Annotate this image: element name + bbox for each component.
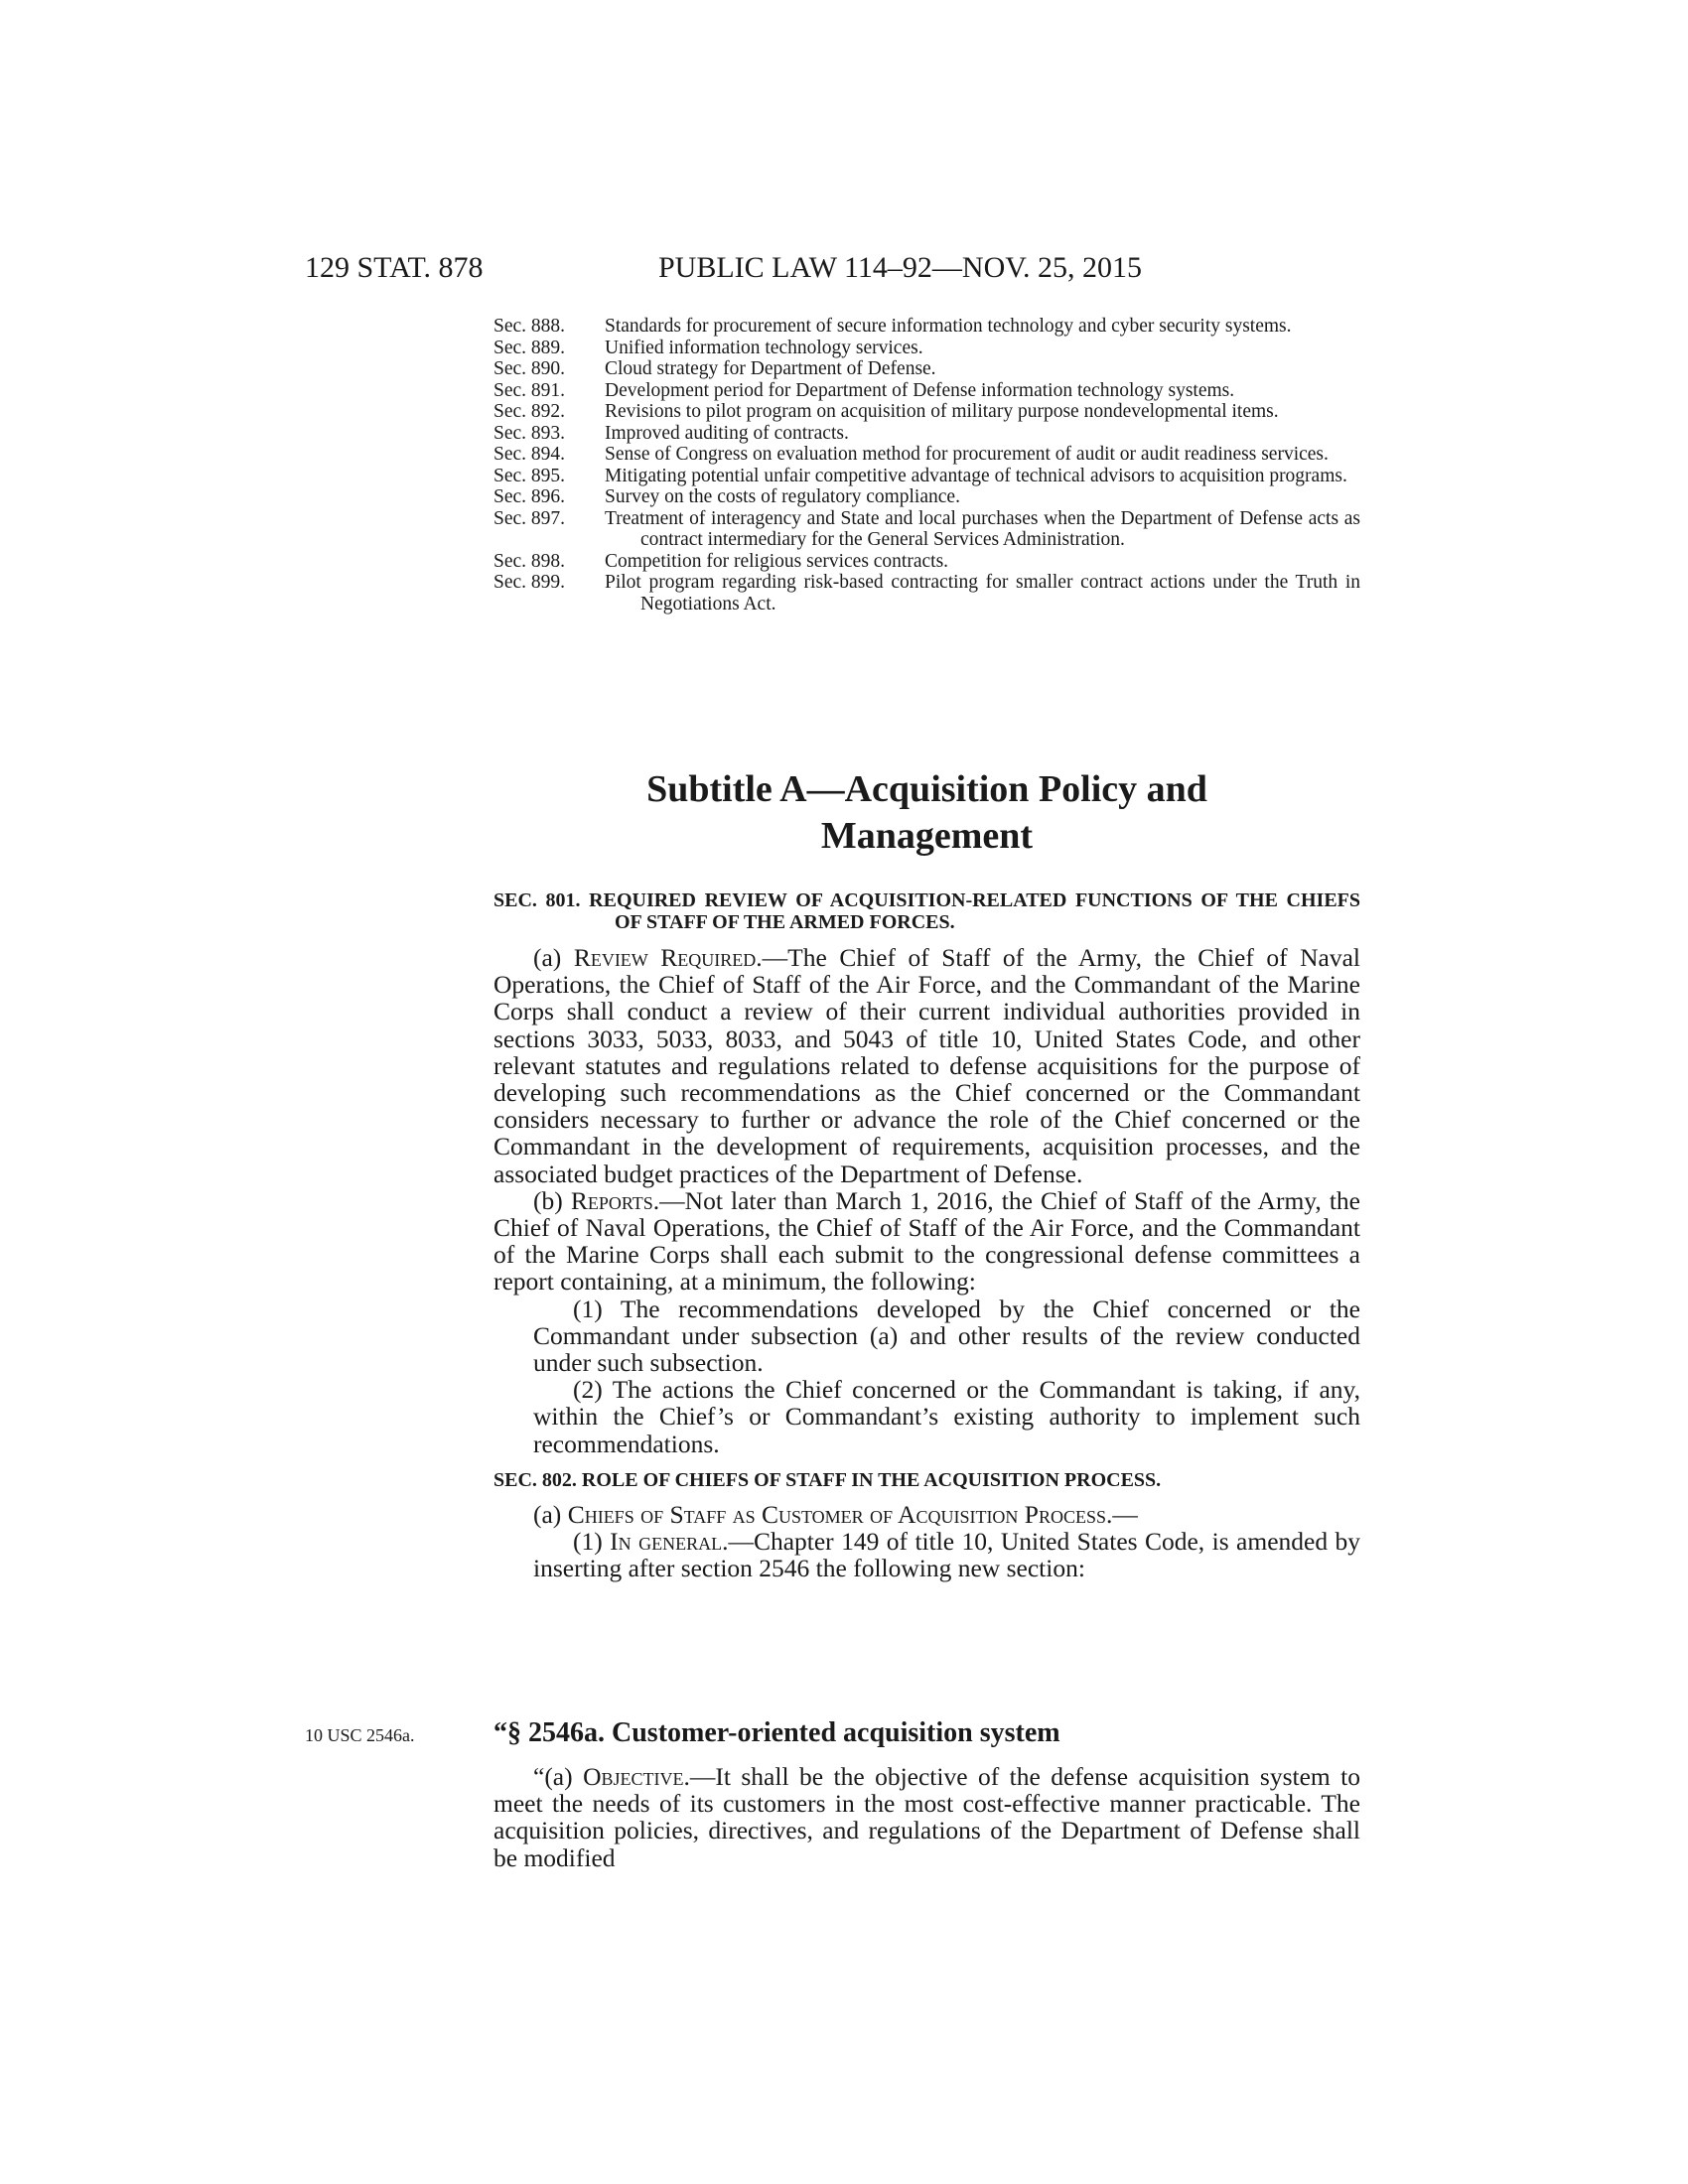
toc-section-title: Mitigating potential unfair competitive advantage of technical advisors to acquisition programs.	[605, 465, 1347, 486]
paragraph-text: .—Chapter 149 of title 10, United States Code, is amended by inserting after section 2546 the following new section:	[533, 1527, 1361, 1583]
toc-section-title: Improved auditing of contracts.	[605, 422, 849, 444]
section-802-subsection-a	[493, 1501, 1360, 1528]
subsection-label: (a)	[533, 1499, 568, 1529]
toc-item	[493, 380, 1360, 402]
subsection-text: .—Not later than March 1, 2016, the Chief of Staff of the Army, the Chief of Naval Operations, the Chief of Staff of the Air Force, and the Commandant of the Marine Corps shall each submit to the congressional defense committees a report containing, at a minimum, the following:	[493, 1185, 1360, 1297]
toc-section-number: Sec. 889.	[493, 337, 566, 358]
toc-item	[493, 486, 1360, 508]
page-reference: 129 STAT. 878	[305, 251, 484, 284]
toc-section-number: Sec. 897.	[493, 507, 566, 529]
toc-section-number: Sec. 888.	[493, 316, 566, 337]
subtitle-line-1: Subtitle A—Acquisition Policy and	[646, 768, 1207, 810]
toc-section-number: Sec. 894.	[493, 444, 566, 465]
page-header	[305, 248, 1360, 288]
subsection-caption: Review Required	[573, 943, 757, 972]
toc-section-title: Development period for Department of Defense information technology systems.	[605, 379, 1235, 401]
toc-section-number: Sec. 899.	[493, 572, 566, 593]
subsection-text: .—The Chief of Staff of the Army, the Chief of Naval Operations, the Chief of Staff of the Air Force, and the Commandant of the Marine Corps shall conduct a review of their current individual authorities provided in sections 3033, 5033, 8033, and 5043 of title 10, United States Code, and other relevant statutes and regulations related to defense acquisitions for the purpose of developing such recommendations as the Chief concerned or the Commandant considers necessary to further or advance the role of the Chief concerned or the Commandant in the development of requirements, acquisition processes, and the associated budget practices of the Department of Defense.	[493, 943, 1360, 1188]
toc-section-title: Standards for procurement of secure information technology and cyber security systems.	[605, 316, 1292, 337]
subsection-label: (b)	[533, 1185, 571, 1215]
toc-section-number: Sec. 895.	[493, 465, 566, 486]
section-2546a-heading: “§ 2546a. Customer-oriented acquisition system	[493, 1717, 1060, 1748]
toc-item	[493, 423, 1360, 445]
section-801-subsection-b	[493, 1187, 1360, 1296]
toc-section-number: Sec. 893.	[493, 422, 566, 444]
section-802-paragraph-1	[493, 1528, 1360, 1581]
toc-item	[493, 338, 1360, 359]
toc-section-number: Sec. 890.	[493, 358, 566, 379]
section-802-heading: SEC. 802. ROLE OF CHIEFS OF STAFF IN THE ACQUISITION PROCESS.	[493, 1468, 1162, 1491]
table-of-contents	[493, 316, 1360, 614]
margin-note-usc: 10 USC 2546a.	[305, 1725, 415, 1745]
toc-section-number: Sec. 898.	[493, 550, 566, 572]
toc-section-title: Survey on the costs of regulatory compliance.	[605, 486, 960, 507]
section-801-paragraph-2: (2) The actions the Chief concerned or the Commandant is taking, if any, within the Chief’s or Commandant’s existing authority to implement such recommendations.	[533, 1375, 1360, 1458]
toc-item	[493, 572, 1360, 614]
law-reference: PUBLIC LAW 114–92—NOV. 25, 2015	[658, 251, 1143, 284]
toc-section-title: Unified information technology services.	[605, 337, 923, 358]
subsection-label: (a)	[533, 943, 574, 972]
toc-item	[493, 466, 1360, 487]
section-801-subsection-a	[493, 944, 1360, 1187]
toc-item	[493, 401, 1360, 423]
toc-section-title: Treatment of interagency and State and local purchases when the Department of Defense acts as contract intermediary for the General Services Administration.	[605, 507, 1360, 550]
section-801-paragraph-1: (1) The recommendations developed by the Chief concerned or the Commandant under subsection (a) and other results of the review conducted under such subsection.	[533, 1294, 1360, 1378]
section-2546a-subsection-a	[493, 1763, 1360, 1871]
toc-item	[493, 551, 1360, 573]
subtitle-heading	[493, 766, 1360, 860]
toc-item	[493, 508, 1360, 551]
paragraph-caption: In general	[610, 1527, 723, 1557]
subsection-caption: Objective	[583, 1762, 684, 1791]
subtitle-line-2: Management	[820, 815, 1034, 857]
toc-item	[493, 358, 1360, 380]
subsection-text: .—It shall be the objective of the defense acquisition system to meet the needs of its customers in the most cost-effective manner practicable. The acquisition policies, directives, and regulations of the Department of Defense shall be modified	[493, 1762, 1360, 1872]
toc-section-number: Sec. 896.	[493, 486, 566, 507]
toc-section-title: Cloud strategy for Department of Defense.	[605, 358, 936, 379]
toc-section-title: Revisions to pilot program on acquisition of military purpose nondevelopmental items.	[605, 401, 1279, 422]
toc-section-title: Competition for religious services contracts.	[605, 550, 949, 572]
toc-section-title: Sense of Congress on evaluation method for procurement of audit or audit readiness services.	[605, 444, 1329, 465]
toc-section-number: Sec. 892.	[493, 401, 566, 422]
subsection-caption: Chiefs of Staff as Customer of Acquisition Process	[567, 1499, 1107, 1529]
toc-section-title: Pilot program regarding risk-based contracting for smaller contract actions under the Truth in Negotiations Act.	[605, 572, 1360, 614]
toc-item	[493, 444, 1360, 466]
section-2546a	[493, 1763, 1360, 1871]
subsection-label: “(a)	[533, 1762, 584, 1791]
section-801	[493, 889, 1360, 1581]
toc-item	[493, 316, 1360, 338]
section-801-heading: SEC. 801. REQUIRED REVIEW OF ACQUISITION-RELATED FUNCTIONS OF THE CHIEFS OF STAFF OF THE ARMED FORCES.	[493, 889, 1360, 933]
toc-section-number: Sec. 891.	[493, 379, 566, 401]
paragraph-label: (1)	[573, 1527, 611, 1557]
subsection-caption: Reports	[570, 1185, 653, 1215]
subsection-dash: .—	[1106, 1499, 1138, 1529]
